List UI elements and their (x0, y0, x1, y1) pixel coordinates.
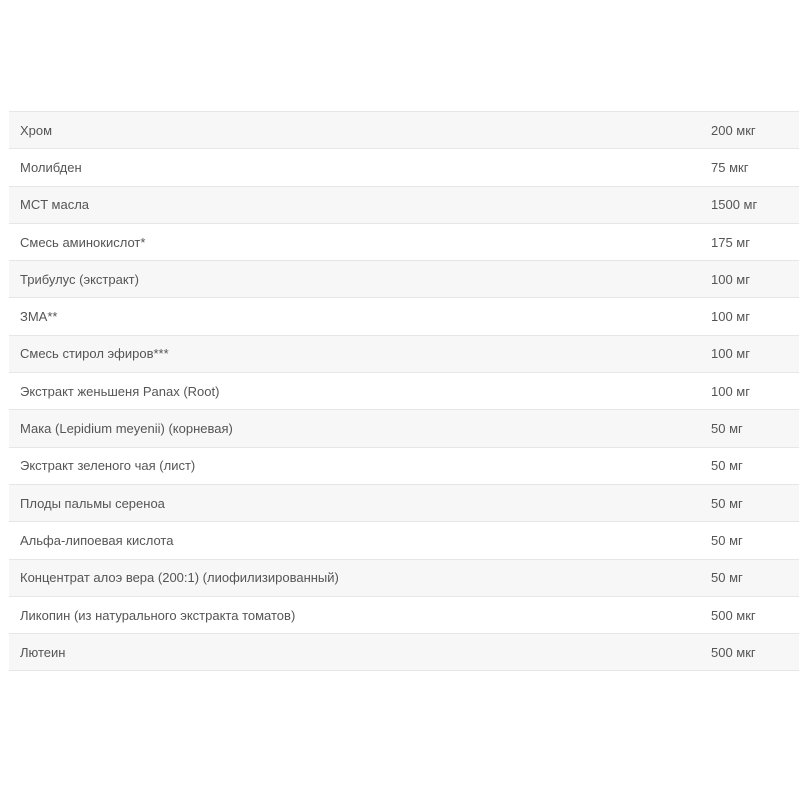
ingredient-amount: 500 мкг (711, 607, 756, 623)
ingredient-name: Мака (Lepidium meyenii) (корневая) (20, 421, 233, 437)
table-row (9, 336, 799, 373)
table-row (9, 634, 799, 671)
ingredient-name: Хром (20, 122, 53, 138)
ingredient-amount: 100 мг (711, 309, 750, 325)
table-row (9, 261, 799, 298)
table-row (9, 149, 799, 186)
composition-table (9, 111, 799, 671)
ingredient-name: Лютеин (20, 644, 66, 660)
ingredient-name: Смесь стирол эфиров*** (20, 346, 169, 362)
ingredient-name: Трибулус (экстракт) (20, 271, 139, 287)
ingredient-amount: 1500 мг (711, 197, 758, 213)
ingredient-amount: 500 мкг (711, 644, 756, 660)
table-row (9, 522, 799, 559)
table-row (9, 485, 799, 522)
ingredient-amount: 50 мг (711, 458, 743, 474)
table-row (9, 560, 799, 597)
ingredient-name: Экстракт женьшеня Panax (Root) (20, 383, 220, 399)
ingredient-amount: 100 мг (711, 346, 750, 362)
ingredient-name: Ликопин (из натурального экстракта томатов) (20, 607, 296, 623)
ingredient-amount: 50 мг (711, 570, 743, 586)
ingredient-name: Молибден (20, 159, 82, 175)
table-row (9, 112, 799, 149)
ingredient-amount: 50 мг (711, 421, 743, 437)
ingredient-name: ЗМА** (20, 309, 58, 325)
ingredient-amount: 100 мг (711, 271, 750, 287)
table-row (9, 187, 799, 224)
table-row (9, 373, 799, 410)
table-row (9, 224, 799, 261)
ingredient-amount: 200 мкг (711, 122, 756, 138)
ingredient-amount: 50 мг (711, 495, 743, 511)
ingredient-name: Плоды пальмы сереноа (20, 495, 165, 511)
table-row (9, 410, 799, 447)
ingredient-name: Альфа-липоевая кислота (20, 532, 174, 548)
ingredient-name: Концентрат алоэ вера (200:1) (лиофилизированный) (20, 570, 339, 586)
table-row (9, 597, 799, 634)
table-row (9, 448, 799, 485)
table-row (9, 298, 799, 335)
ingredient-name: MCT масла (20, 197, 90, 213)
ingredient-amount: 75 мкг (711, 159, 749, 175)
ingredient-amount: 100 мг (711, 383, 750, 399)
ingredient-amount: 175 мг (711, 234, 750, 250)
ingredient-name: Смесь аминокислот* (20, 234, 146, 250)
ingredient-amount: 50 мг (711, 532, 743, 548)
ingredient-name: Экстракт зеленого чая (лист) (20, 458, 196, 474)
